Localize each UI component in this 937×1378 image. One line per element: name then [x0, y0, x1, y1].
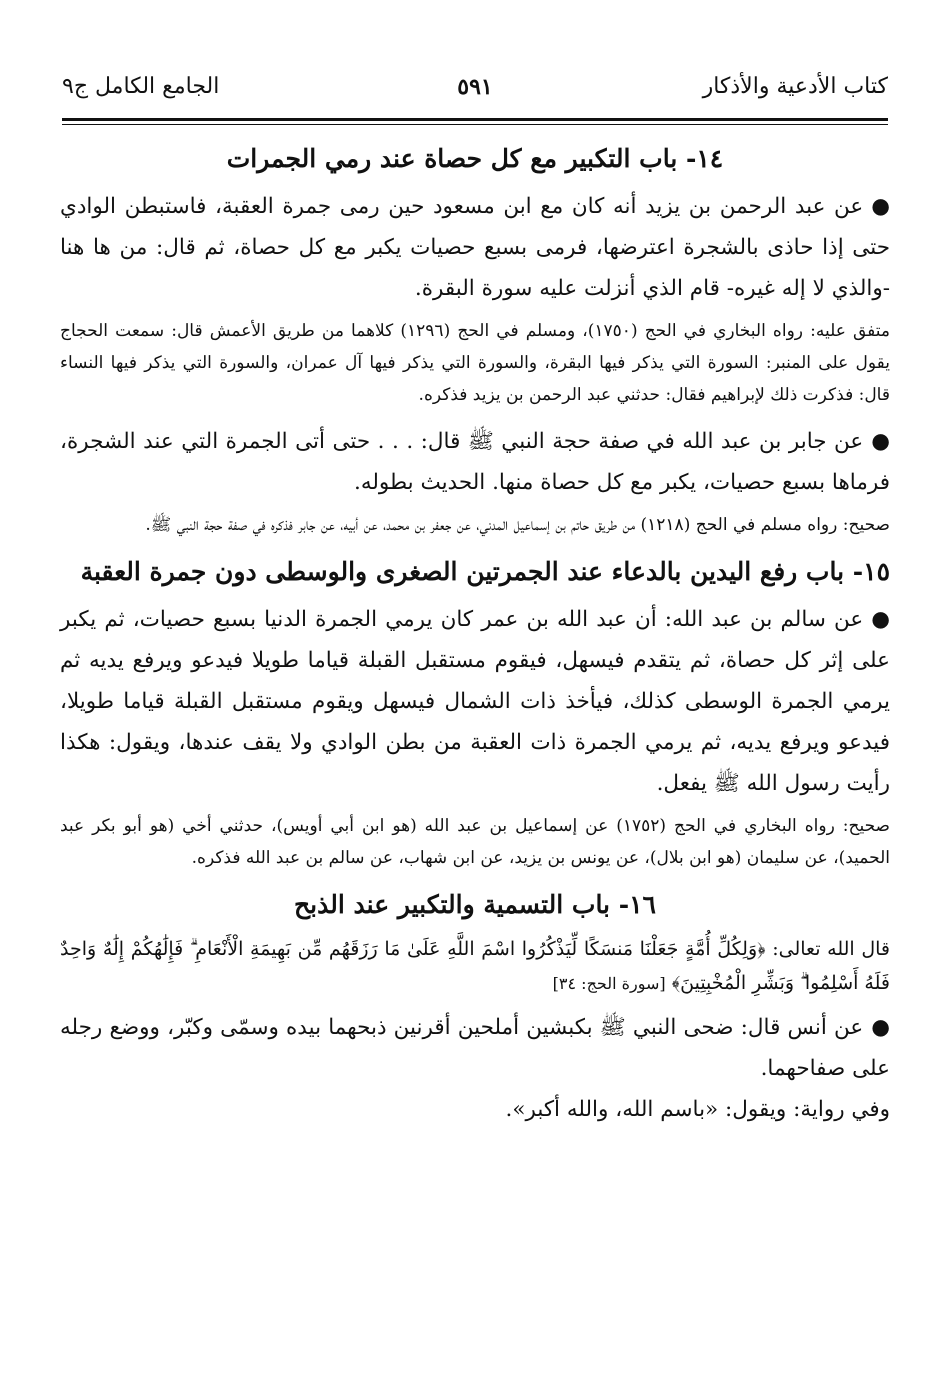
takhrij-note: صحيح: رواه مسلم في الحج (١٢١٨) من طريق حاتم بن إسماعيل المدني، عن جعفر بن محمد، عن أبيه، عن جابر فذكره في صفة حجة النبي ﷺ.: [145, 515, 890, 535]
bullet-icon: ●: [871, 607, 890, 632]
bullet-icon: ●: [871, 1015, 890, 1040]
quran-verse-paragraph: [60, 932, 890, 1001]
quran-reference: [سورة الحج: ٣٤]: [552, 974, 666, 993]
bullet-icon: ●: [871, 194, 890, 219]
book-section-title: كتاب الأدعية والأذكار: [702, 74, 888, 99]
takhrij-note: صحيح: رواه البخاري في الحج (١٧٥٢) عن إسماعيل بن عبد الله (هو ابن أبي أويس)، حدثني أخي (هو أبو بكر عبد الحميد)، عن سليمان (هو ابن بلال)، عن يونس بن يزيد، عن ابن شهاب، عن سالم بن عبد الله فذكره.: [60, 816, 890, 868]
riwaya-paragraph: وفي رواية: ويقول: «باسم الله، والله أكبر».: [505, 1097, 890, 1122]
page-content: [60, 136, 890, 1130]
hadith-paragraph: [60, 186, 890, 309]
hadith-paragraph: [60, 1007, 890, 1089]
bullet-icon: ●: [871, 429, 890, 454]
hadith-paragraph: [60, 421, 890, 503]
hadith-paragraph: [60, 599, 890, 804]
page-number: ٥٩١: [457, 74, 493, 100]
volume-title: الجامع الكامل ج٩: [62, 74, 220, 99]
hadith-text: عن جابر بن عبد الله في صفة حجة النبي ﷺ قال: . . . حتى أتى الجمرة التي عند الشجرة، فرماها بسبع حصيات، يكبر مع كل حصاة منها. الحديث بطوله.: [60, 429, 890, 495]
hadith-text: عن عبد الرحمن بن يزيد أنه كان مع ابن مسعود حين رمى جمرة العقبة، فاستبطن الوادي حتى إذا حاذى بالشجرة اعترضها، فرمى بسبع حصيات يكبر مع كل حصاة، ثم قال: من ها هنا -والذي لا إله غيره- قام الذي أنزلت عليه سورة البقرة.: [60, 194, 890, 301]
takhrij-note: متفق عليه: رواه البخاري في الحج (١٧٥٠)، ومسلم في الحج (١٢٩٦) كلاهما من طريق الأعمش قال: سمعت الحجاج يقول على المنبر: السورة التي يذكر فيها البقرة، والسورة التي يذكر فيها آل عمران، والسورة التي يذكر فيها النساء قال: فذكرت ذلك لإبراهيم فقال: حدثني عبد الرحمن بن يزيد فذكره.: [60, 321, 890, 405]
quran-intro: قال الله تعالى:: [772, 938, 890, 960]
header-rule-thick: [62, 118, 888, 121]
header-rule-thin: [62, 124, 888, 125]
hadith-text: عن سالم بن عبد الله: أن عبد الله بن عمر كان يرمي الجمرة الدنيا بسبع حصيات، ثم يكبر على إثر كل حصاة، ثم يتقدم فيسهل، فيقوم مستقبل القبلة قياما طويلا فيدعو ويرفع يديه ثم يرمي الجمرة الوسطى كذلك، فيأخذ ذات الشمال فيسهل ويقوم مستقبل القبلة قياما طويلا، فيدعو ويرفع يديه، ثم يرمي الجمرة ذات العقبة من بطن الوادي ولا يقف عندها، ويقول: هكذا رأيت رسول الله ﷺ يفعل.: [60, 607, 890, 796]
quran-verse: ﴿وَلِكُلِّ أُمَّةٍ جَعَلْنَا مَنسَكًا لِّيَذْكُرُوا اسْمَ اللَّهِ عَلَىٰ مَا رَزَقَهُم مِّن بَهِيمَةِ الْأَنْعَامِ ۗ فَإِلَٰهُكُمْ إِلَٰهٌ وَاحِدٌ فَلَهُ أَسْلِمُوا ۗ وَبَشِّرِ الْمُخْبِتِينَ﴾: [60, 938, 890, 994]
hadith-text: عن أنس قال: ضحى النبي ﷺ بكبشين أملحين أقرنين ذبحهما بيده وسمّى وكبّر، ووضع رجله على صفاحهما.: [60, 1015, 890, 1081]
chapter-heading-15: ١٥- باب رفع اليدين بالدعاء عند الجمرتين الصغرى والوسطى دون جمرة العقبة: [80, 557, 890, 586]
chapter-heading-14: ١٤- باب التكبير مع كل حصاة عند رمي الجمرات: [226, 144, 724, 173]
running-header: [62, 72, 888, 112]
chapter-heading-16: ١٦- باب التسمية والتكبير عند الذبح: [294, 890, 656, 919]
